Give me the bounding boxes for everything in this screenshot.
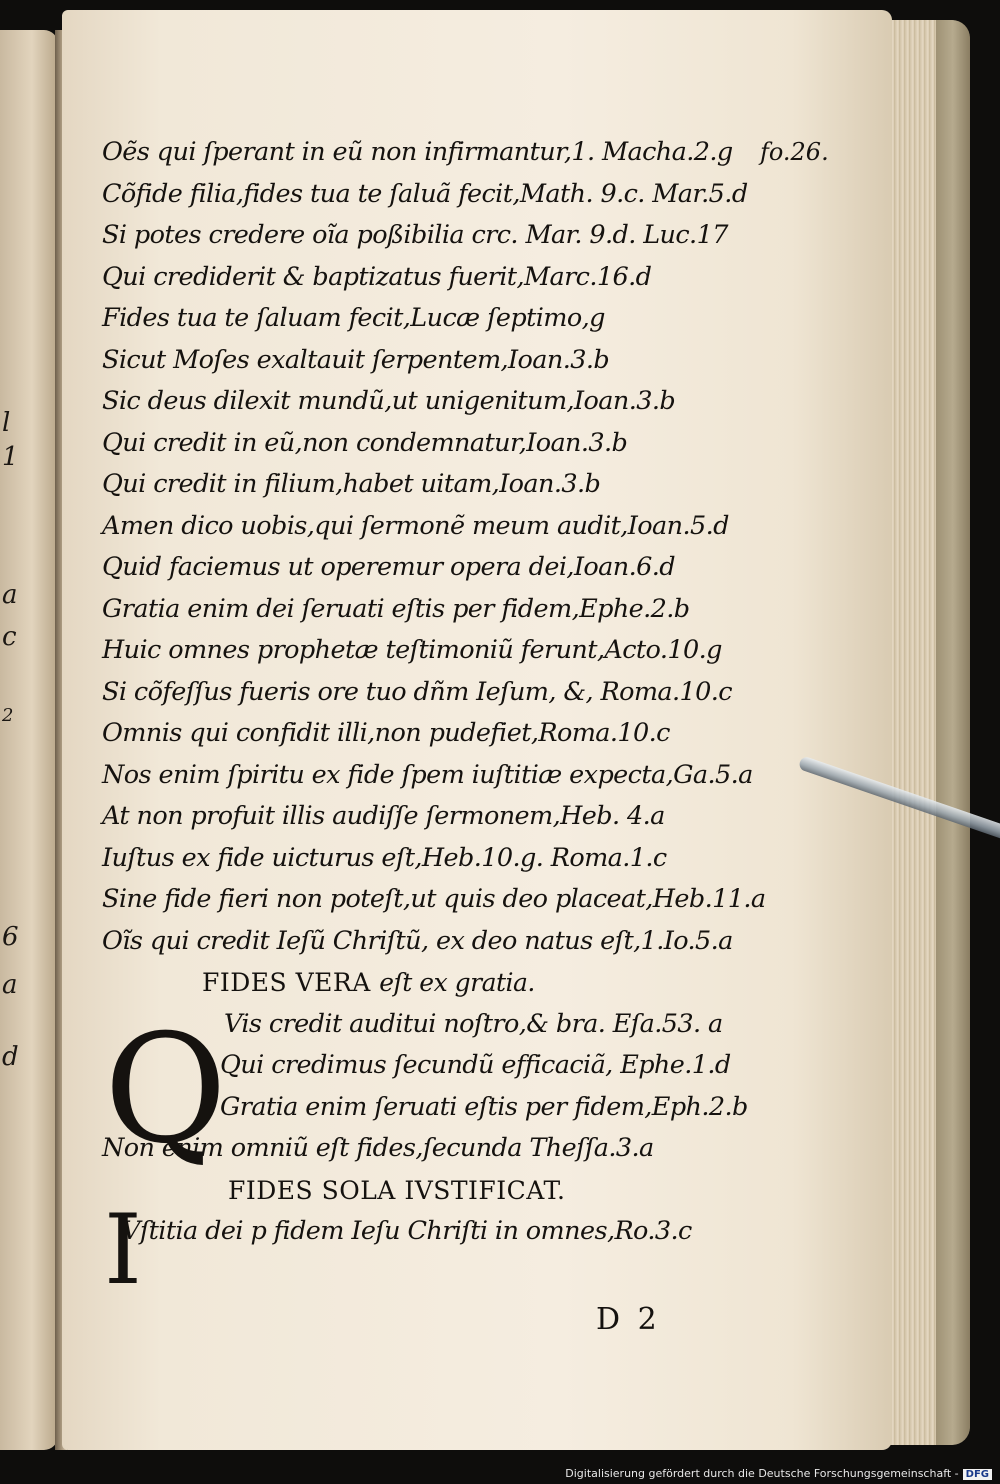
text-line: Cõfide filia,fides tua te ſaluã fecit,Math. 9.c. Mar.5.d	[102, 178, 748, 209]
text-line: Sicut Moſes exaltauit ſerpentem,Ioan.3.b	[102, 344, 610, 375]
text-line: Omnis qui confidit illi,non pudefiet,Roma.10.c	[102, 718, 670, 748]
text-line: Si potes credere oĩa poßibilia crc. Mar. 9.d. Luc.17	[102, 220, 728, 250]
dfg-logo: DFG	[963, 1469, 992, 1480]
text-line: Qui credimus ſecundũ efficaciã, Ephe.1.d	[220, 1050, 731, 1080]
text-line: Quid faciemus ut operemur opera dei,Ioan.6.d	[102, 552, 675, 582]
section-heading-fides-sola: FIDES SOLA IVSTIFICAT.	[228, 1175, 566, 1205]
left-page-fragment: 6	[2, 922, 19, 952]
left-page-fragment: l	[2, 408, 11, 438]
section-heading-fides-vera	[102, 962, 862, 1004]
heading-caps: FIDES VERA	[202, 968, 371, 997]
folio-number: fo.26.	[760, 138, 829, 166]
text-line: Amen dico uobis,qui ſermonẽ meum audit,Ioan.5.d	[102, 510, 729, 541]
left-page-fragment: a	[2, 970, 18, 1000]
text-line: Iuſtus ex fide uicturus eſt,Heb.10.g. Roma.1.c	[102, 842, 667, 873]
text-line: Gratia enim dei ſeruati eſtis per fidem,Ephe.2.b	[102, 593, 690, 624]
drop-capital-i: I	[104, 1194, 142, 1306]
page-edges	[880, 20, 970, 1445]
left-page-fragment: 1	[2, 442, 19, 472]
text-line: Gratia enim ſeruati eſtis per fidem,Eph.2.b	[220, 1091, 748, 1122]
heading-italic: eſt ex gratia.	[379, 968, 535, 997]
drop-capital-q: Q	[104, 1003, 227, 1177]
left-page-fragment: 2	[2, 705, 14, 726]
text-line: Fides tua te ſaluam fecit,Lucæ ſeptimo,g	[102, 303, 605, 333]
left-page-fragment: a	[2, 580, 18, 610]
text-line: Oĩs qui credit Ieſũ Chriſtũ, ex deo natus eſt,1.Io.5.a	[102, 925, 733, 956]
footer-credit	[565, 1467, 992, 1480]
text-line: Qui credit in eũ,non condemnatur,Ioan.3.b	[102, 427, 628, 458]
text-line: Nos enim ſpiritu ex fide ſpem iuſtitiæ expecta,Ga.5.a	[102, 759, 753, 790]
text-line: Vſtitia dei p fidem Ieſu Chriſti in omnes,Ro.3.c	[122, 1216, 692, 1246]
footer-text: Digitalisierung gefördert durch die Deutsche Forschungsgemeinschaft -	[565, 1467, 959, 1480]
signature-mark: D 2	[596, 1302, 661, 1337]
left-page-fragment: c	[2, 622, 17, 652]
text-line: Huic omnes prophetæ teſtimoniũ ferunt,Acto.10.g	[102, 635, 722, 665]
text-line: Sine fide fieri non poteſt,ut quis deo placeat,Heb.11.a	[102, 884, 766, 914]
left-page-fragment: d	[2, 1042, 19, 1072]
text-line: Non enim omniũ eſt fides,ſecunda Theſſa.3.a	[102, 1133, 654, 1163]
text-line: At non profuit illis audiſſe ſermonem,Heb. 4.a	[102, 801, 665, 831]
text-line: Sic deus dilexit mundũ,ut unigenitum,Ioan.3.b	[102, 386, 676, 416]
text-line: Qui crediderit & baptizatus fuerit,Marc.16.d	[102, 261, 652, 292]
book-cover-board	[936, 20, 970, 1445]
facing-left-page	[0, 30, 58, 1450]
text-line: Oẽs qui ſperant in eũ non infirmantur,1. Macha.2.g	[102, 137, 733, 167]
text-line: Qui credit in filium,habet uitam,Ioan.3.b	[102, 469, 601, 499]
text-line: Vis credit auditui noſtro,& bra. Eſa.53. a	[224, 1008, 723, 1039]
text-line: Si cõfeſſus fueris ore tuo dñm Ieſum, &, Roma.10.c	[102, 676, 732, 707]
